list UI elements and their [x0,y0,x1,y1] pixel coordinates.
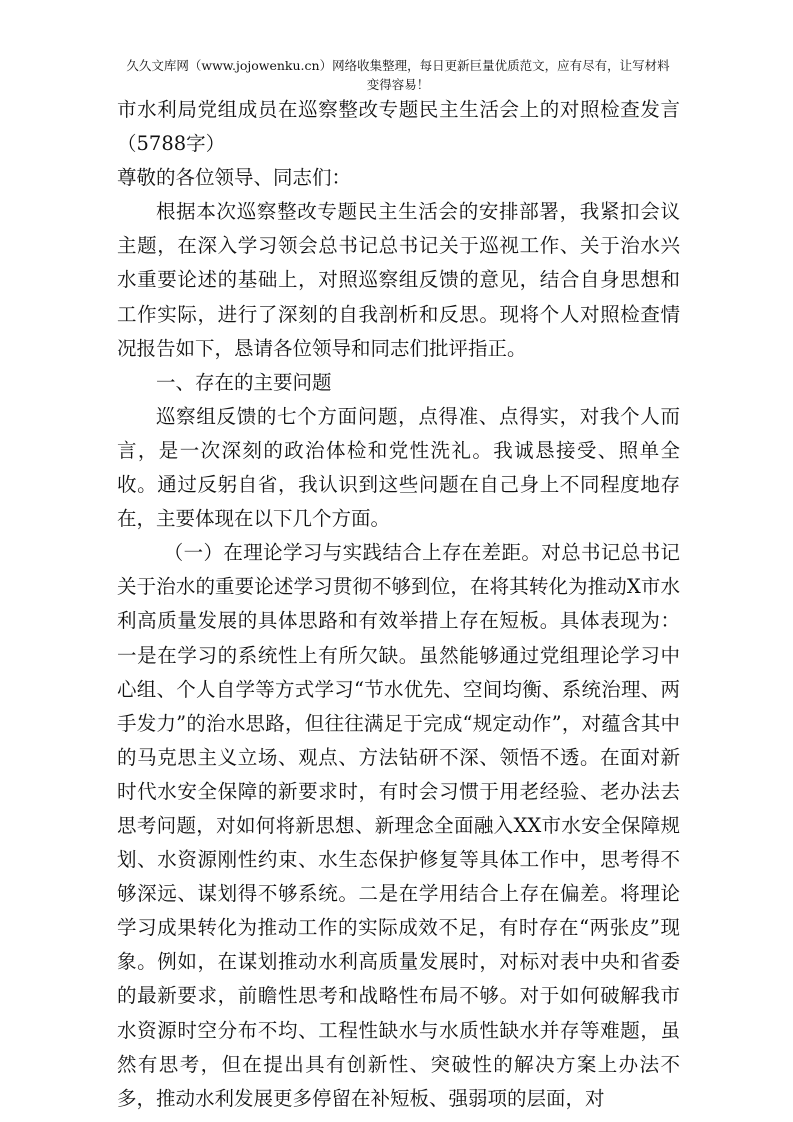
header-line-2: 变得容易！ [366,77,430,92]
salutation: 尊敬的各位领导、同志们： [117,166,352,190]
document-title: 市水利局党组成员在巡察整改专题民主生活会上的对照检查发言（5788字） [117,98,680,156]
header-line-1: 久久文库网（www.jojowenku.cn）网络收集整理，每日更新巨量优质范文，应有尽有，让写材料 [126,58,670,73]
section-paragraph-1: 巡察组反馈的七个方面问题，点得准、点得实，对我个人而言，是一次深刻的政治体检和党性洗礼。我诚恳接受、照单全收。通过反躬自省，我认识到这些问题在自己身上不同程度地存在，主要体现在以下几个方面。 [117,404,680,531]
page-header [120,56,676,94]
subsection-paragraph-1: （一）在理论学习与实践结合上存在差距。对总书记总书记关于治水的重要论述学习贯彻不够到位，在将其转化为推动X市水利高质量发展的具体思路和有效举措上存在短板。具体表现为：一是在学习的系统性上有所欠缺。虽然能够通过党组理论学习中心组、个人自学等方式学习“节水优先、空间均衡、系统治理、两手发力”的治水思路，但往往满足于完成“规定动作”，对蕴含其中的马克思主义立场、观点、方法钻研不深、领悟不透。在面对新时代水安全保障的新要求时，有时会习惯于用老经验、老办法去思考问题，对如何将新思想、新理念全面融入XX市水安全保障规划、水资源刚性约束、水生态保护修复等具体工作中，思考得不够深远、谋划得不够系统。二是在学用结合上存在偏差。将理论学习成果转化为推动工作的实际成效不足，有时存在“两张皮”现象。例如，在谋划推动水利高质量发展时，对标对表中央和省委的最新要求，前瞻性思考和战略性布局不够。对于如何破解我市水资源时空分布不均、工程性缺水与水质性缺水并存等难题，虽然有思考，但在提出具有创新性、突破性的解决方案上办法不多，推动水利发展更多停留在补短板、强弱项的层面，对 [117,541,680,1110]
section-heading-1: 一、存在的主要问题 [156,370,332,394]
document-body [117,93,680,1116]
intro-paragraph: 根据本次巡察整改专题民主生活会的安排部署，我紧扣会议主题，在深入学习领会总书记总书记关于巡视工作、关于治水兴水重要论述的基础上，对照巡察组反馈的意见，结合自身思想和工作实际，进行了深刻的自我剖析和反思。现将个人对照检查情况报告如下，恳请各位领导和同志们批评指正。 [117,200,680,360]
